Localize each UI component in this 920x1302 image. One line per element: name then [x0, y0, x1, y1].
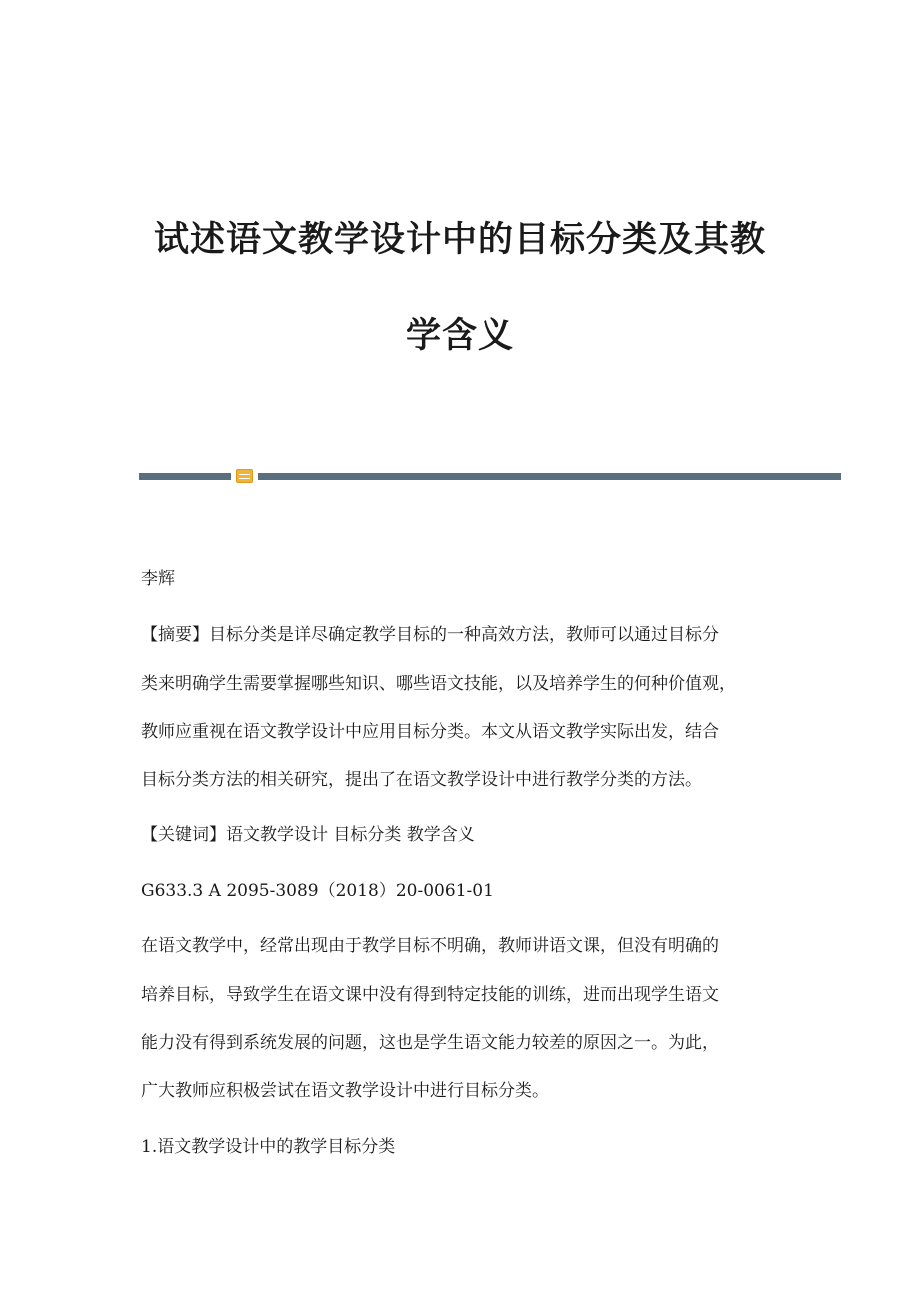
section-heading: 1.语文教学设计中的教学目标分类 [141, 1137, 396, 1157]
divider-bar-left [139, 473, 231, 480]
abstract-line: 教师应重视在语文教学设计中应用目标分类。本文从语文教学实际出发，结合 [141, 722, 719, 742]
divider-emblem-icon [236, 469, 253, 483]
classification-code: G633.3 A 2095-3089（2018）20-0061-01 [141, 881, 494, 901]
divider-bar-right [258, 473, 841, 480]
abstract-line: 目标分类方法的相关研究，提出了在语文教学设计中进行教学分类的方法。 [141, 770, 702, 790]
title-divider [139, 469, 841, 483]
body-paragraph-line: 能力没有得到系统发展的问题，这也是学生语文能力较差的原因之一。为此， [141, 1033, 719, 1053]
keywords: 【关键词】语文教学设计 目标分类 教学含义 [141, 825, 475, 845]
abstract-line: 【摘要】目标分类是详尽确定教学目标的一种高效方法，教师可以通过目标分 [141, 625, 719, 645]
body-paragraph-line: 培养目标，导致学生在语文课中没有得到特定技能的训练，进而出现学生语文 [141, 985, 719, 1005]
document-title-line-2: 学含义 [405, 315, 514, 356]
body-paragraph-line: 广大教师应积极尝试在语文教学设计中进行目标分类。 [141, 1081, 549, 1101]
author-name: 李辉 [141, 569, 175, 589]
body-paragraph-line: 在语文教学中，经常出现由于教学目标不明确，教师讲语文课，但没有明确的 [141, 936, 719, 956]
document-title-line-1: 试述语文教学设计中的目标分类及其教 [153, 219, 766, 260]
abstract-line: 类来明确学生需要掌握哪些知识、哪些语文技能，以及培养学生的何种价值观， [141, 674, 736, 694]
